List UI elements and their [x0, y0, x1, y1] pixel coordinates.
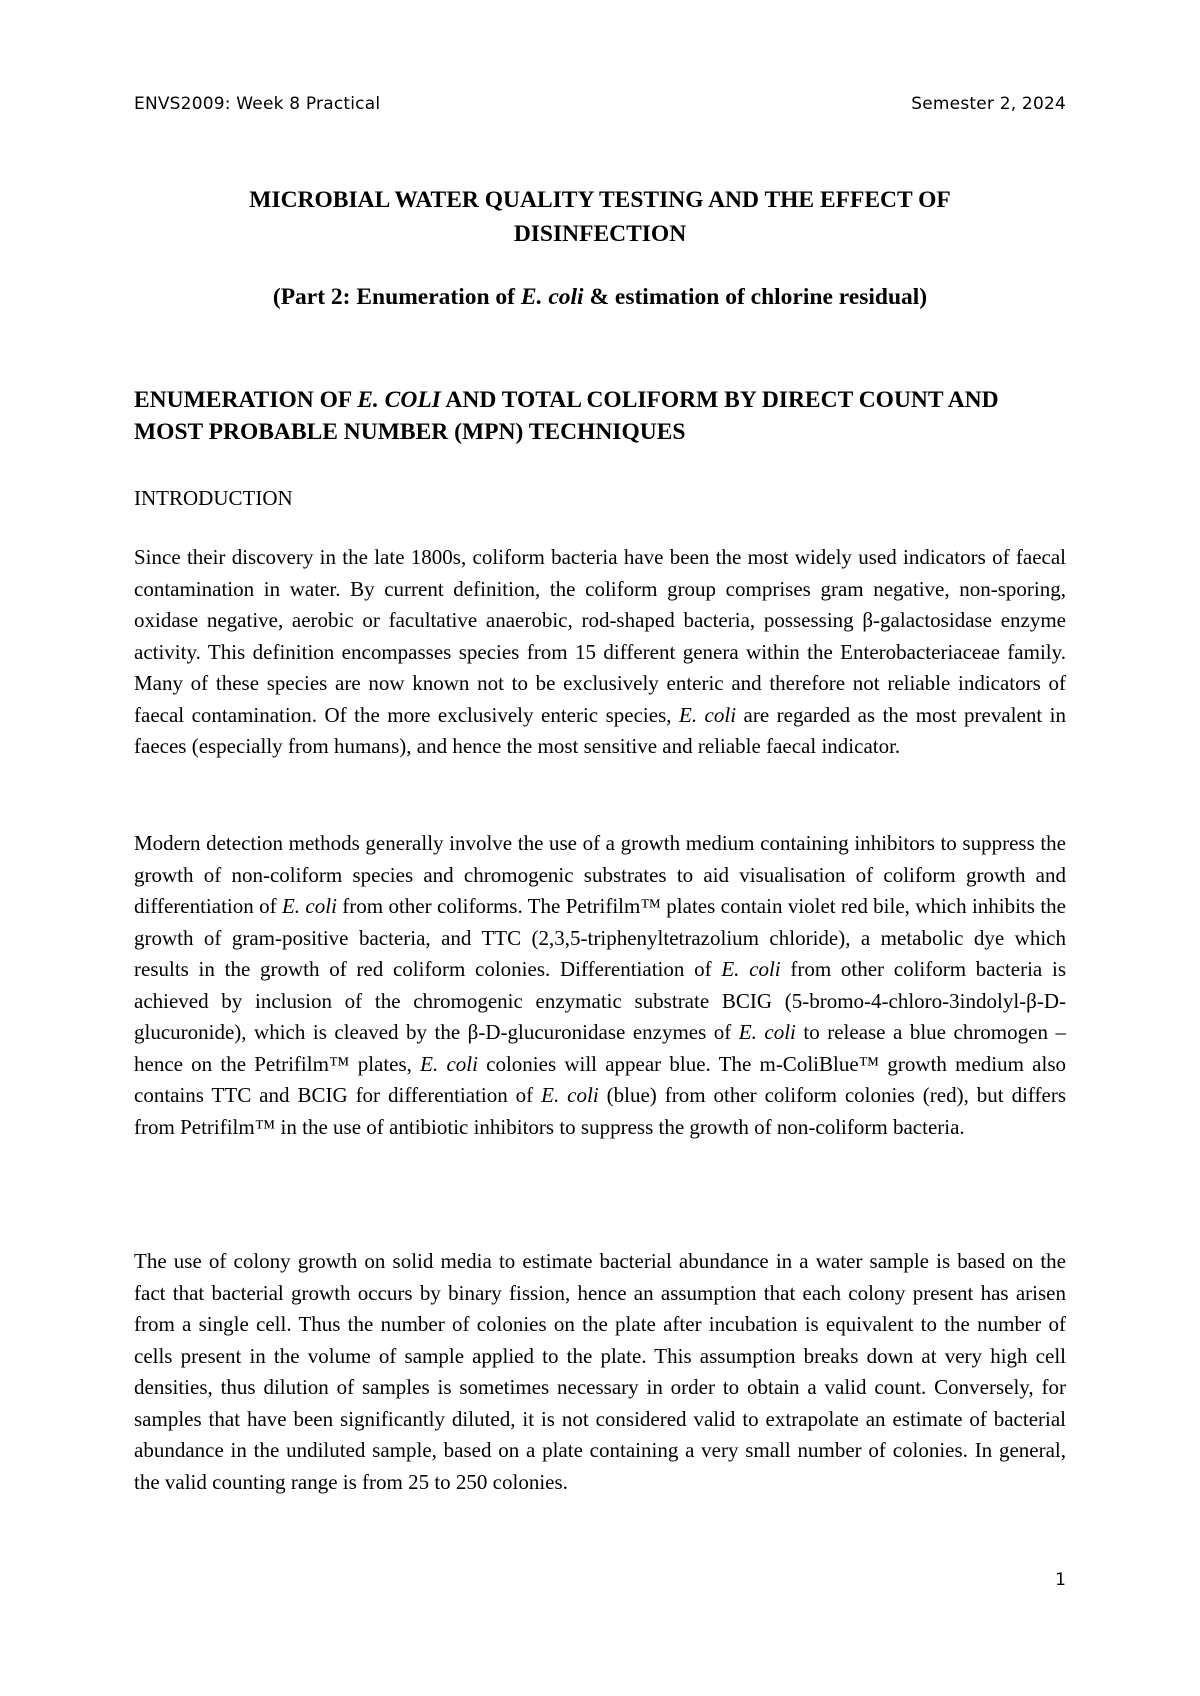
paragraph-1-italic-1: E. coli — [679, 702, 737, 727]
paragraph-2-text-1: Modern detection methods generally involve the use of a growth medium containing inhibitors to suppress the growth of non-coliform species and chromogenic substrates to aid visualisation of coliform growth and differentiation of — [134, 831, 1066, 918]
introduction-heading: INTRODUCTION — [134, 486, 293, 510]
paragraph-2 — [134, 828, 1066, 1143]
paragraph-2-text-5: colonies will appear blue. The m-ColiBlue™ growth medium also contains TTC and BCIG for differentiation of — [134, 1051, 1067, 1107]
section-heading-post: AND TOTAL COLIFORM BY DIRECT COUNT AND MOST PROBABLE NUMBER (MPN) TECHNIQUES — [134, 387, 999, 445]
page-number: 1 — [1055, 1570, 1066, 1590]
section-heading-pre: ENUMERATION OF — [134, 387, 358, 413]
section-heading-italic: E. COLI — [357, 387, 441, 413]
paragraph-2-text-3: from other coliform bacteria is achieved by inclusion of the chromogenic enzymatic substrate BCIG (5-bromo-4-chloro-3indolyl-β-D-glucuronide), which is cleaved by the β-D-glucuronidase enzymes of — [134, 957, 1066, 1044]
section-heading — [134, 384, 1066, 448]
paragraph-2-italic-1: E. coli — [281, 894, 337, 918]
paragraph-1 — [134, 542, 1066, 763]
paragraph-2-text-4: to release a blue chromogen – hence on the Petrifilm™ plates, — [134, 1020, 1066, 1076]
subtitle-text-pre: (Part 2: Enumeration of — [272, 284, 521, 310]
document-title-line-2: DISINFECTION — [513, 221, 687, 247]
paragraph-3-text-1: The use of colony growth on solid media to estimate bacterial abundance in a water sample is based on the fact that bacterial growth occurs by binary fission, hence an assumption that each colony present has arisen from a single cell. Thus the number of colonies on the plate after incubation is equivalent to the number of cells present in the volume of sample applied to the plate. This assumption breaks down at very high cell densities, thus dilution of samples is sometimes necessary in order to obtain a valid count. Conversely, for samples that have been significantly diluted, it is not considered valid to extrapolate an estimate of bacterial abundance in the undiluted sample, based on a plate containing a very small number of colonies. In general, the valid counting range is from 25 to 250 colonies. — [134, 1249, 1066, 1494]
paragraph-2-text-2: from other coliforms. The Petrifilm™ plates contain violet red bile, which inhibits the growth of gram-positive bacteria, and TTC (2,3,5-triphenyltetrazolium chloride), a metabolic dye which results in the growth of red coliform colonies. Differentiation of — [134, 894, 1066, 981]
paragraph-1-text-1: Since their discovery in the late 1800s, coliform bacteria have been the most widely used indicators of faecal contamination in water. By current definition, the coliform group comprises gram negative, non-sporing, oxidase negative, aerobic or facultative anaerobic, rod-shaped bacteria, possessing β-galactosidase enzyme activity. This definition encompasses species from 15 different genera within the Enterobacteriaceae family. Many of these species are now known not to be exclusively enteric and therefore not reliable indicators of faecal contamination. Of the more exclusively enteric species, — [134, 545, 1066, 727]
paragraph-1-text-2: are regarded as the most prevalent in faeces (especially from humans), and hence the most sensitive and reliable faecal indicator. — [134, 702, 1066, 758]
paragraph-2-italic-2: E. coli — [721, 957, 781, 981]
paragraph-2-italic-3: E. coli — [738, 1020, 796, 1044]
document-subtitle — [134, 280, 1066, 314]
subtitle-text-post: & estimation of chlorine residual) — [583, 284, 928, 310]
paragraph-2-italic-4: E. coli — [420, 1051, 478, 1076]
subtitle-text-italic: E. coli — [520, 284, 584, 310]
header-course-label: ENVS2009: Week 8 Practical — [134, 94, 381, 114]
document-title — [134, 183, 1066, 251]
document-title-line-1: MICROBIAL WATER QUALITY TESTING AND THE EFFECT OF — [249, 187, 951, 213]
paragraph-3 — [134, 1246, 1066, 1498]
paragraph-2-italic-5: E. coli — [541, 1083, 599, 1107]
paragraph-2-text-6: (blue) from other coliform colonies (red), but differs from Petrifilm™ in the use of antibiotic inhibitors to suppress the growth of non-coliform bacteria. — [134, 1083, 1066, 1139]
header-semester-label: Semester 2, 2024 — [911, 94, 1066, 114]
